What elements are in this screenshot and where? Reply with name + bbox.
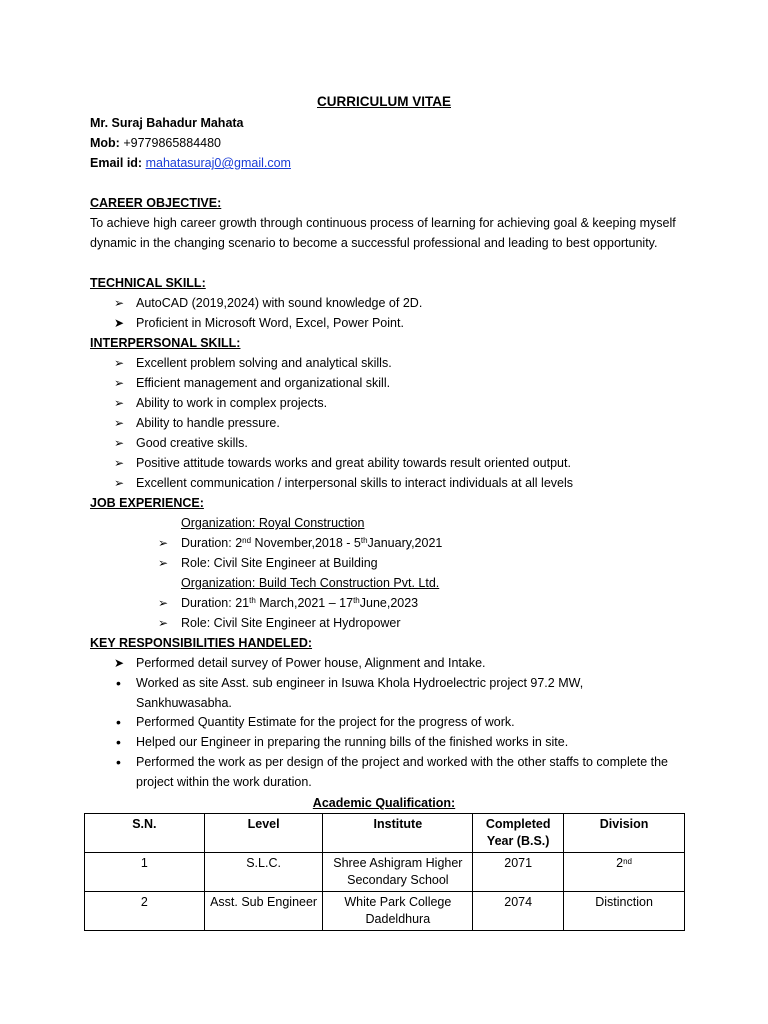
- responsibility-item: Performed detail survey of Power house, Alignment and Intake.: [136, 656, 486, 670]
- dot-bullet-icon: •: [116, 734, 121, 750]
- arrow-bullet-icon: ➤: [114, 656, 125, 670]
- responsibility-item: Worked as site Asst. sub engineer in Isuwa Khola Hydroelectric project 97.2 MW, Sankhuwasabha.: [136, 676, 584, 710]
- dot-bullet-icon: •: [116, 675, 121, 691]
- mobile-line: [90, 133, 221, 153]
- tech-item: Proficient in Microsoft Word, Excel, Power Point.: [136, 316, 404, 330]
- responsibilities-heading: KEY RESPONSIBILITIES HANDELED:: [90, 636, 313, 650]
- academic-table: [84, 813, 685, 931]
- dot-bullet-icon: •: [116, 754, 121, 770]
- job-duration: Duration: 2nd November,2018 - 5thJanuary,2021: [181, 536, 443, 550]
- arrow-bullet-icon: ➢: [114, 396, 125, 410]
- cell-division: Distinction: [564, 892, 685, 931]
- column-header-year: Completed Year (B.S.): [473, 814, 564, 853]
- table-row: [85, 892, 685, 931]
- tech-item: AutoCAD (2019,2024) with sound knowledge of 2D.: [136, 296, 423, 310]
- column-header-division: Division: [564, 814, 685, 853]
- job-heading: JOB EXPERIENCE:: [90, 496, 204, 510]
- dot-bullet-icon: •: [116, 714, 121, 730]
- interpersonal-item: Efficient management and organizational skill.: [136, 376, 391, 390]
- arrow-bullet-icon: ➢: [114, 296, 125, 310]
- job-role: Role: Civil Site Engineer at Hydropower: [181, 616, 401, 630]
- arrow-bullet-icon: ➢: [158, 556, 169, 570]
- career-text: To achieve high career growth through continuous process of learning for achieving goal & keeping myself dynamic in the changing scenario to become a successful professional and leading to best opportunity.: [90, 216, 676, 250]
- cell-level: Asst. Sub Engineer: [204, 892, 323, 931]
- interpersonal-item: Excellent communication / interpersonal skills to interact individuals at all levels: [136, 476, 574, 490]
- table-header-row: [85, 814, 685, 853]
- interpersonal-item: Ability to work in complex projects.: [136, 396, 328, 410]
- email-link[interactable]: mahatasuraj0@gmail.com: [145, 156, 291, 170]
- cell-division: 2nd: [564, 853, 685, 892]
- technical-heading: TECHNICAL SKILL:: [90, 276, 206, 290]
- applicant-name: Mr. Suraj Bahadur Mahata: [90, 116, 244, 130]
- arrow-bullet-icon: ➢: [158, 536, 169, 550]
- interpersonal-item: Excellent problem solving and analytical skills.: [136, 356, 392, 370]
- responsibility-item: Performed the work as per design of the project and worked with the other staffs to complete the project within the work duration.: [136, 755, 669, 789]
- email-label: Email id:: [90, 156, 143, 170]
- mobile-label: Mob:: [90, 136, 120, 150]
- column-header-institute: Institute: [323, 814, 473, 853]
- arrow-bullet-icon: ➢: [158, 616, 169, 630]
- interpersonal-heading: INTERPERSONAL SKILL:: [90, 336, 241, 350]
- cell-year: 2071: [473, 853, 564, 892]
- responsibility-item: Helped our Engineer in preparing the running bills of the finished works in site.: [136, 735, 569, 749]
- arrow-bullet-icon: ➢: [114, 416, 125, 430]
- arrow-bullet-icon: ➢: [114, 476, 125, 490]
- table-row: [85, 853, 685, 892]
- cell-sn: 2: [85, 892, 205, 931]
- job-duration: Duration: 21th March,2021 – 17thJune,2023: [181, 596, 419, 610]
- arrow-bullet-icon: ➤: [114, 316, 125, 330]
- cell-institute: Shree Ashigram Higher Secondary School: [323, 853, 473, 892]
- arrow-bullet-icon: ➢: [114, 436, 125, 450]
- interpersonal-item: Good creative skills.: [136, 436, 248, 450]
- career-heading: CAREER OBJECTIVE:: [90, 196, 222, 210]
- page-title: CURRICULUM VITAE: [317, 94, 451, 109]
- job-organization: Organization: Royal Construction: [181, 516, 365, 530]
- mobile-number: +9779865884480: [119, 136, 222, 150]
- academic-heading: Academic Qualification:: [312, 796, 456, 810]
- email-line: [90, 153, 291, 173]
- arrow-bullet-icon: ➢: [114, 456, 125, 470]
- column-header-sn: S.N.: [85, 814, 205, 853]
- job-organization: Organization: Build Tech Construction Pvt. Ltd.: [181, 576, 440, 590]
- arrow-bullet-icon: ➢: [114, 376, 125, 390]
- arrow-bullet-icon: ➢: [158, 596, 169, 610]
- responsibility-item: Performed Quantity Estimate for the project for the progress of work.: [136, 715, 515, 729]
- cell-year: 2074: [473, 892, 564, 931]
- cell-sn: 1: [85, 853, 205, 892]
- job-role: Role: Civil Site Engineer at Building: [181, 556, 378, 570]
- cell-institute: White Park College Dadeldhura: [323, 892, 473, 931]
- column-header-level: Level: [204, 814, 323, 853]
- arrow-bullet-icon: ➢: [114, 356, 125, 370]
- interpersonal-item: Ability to handle pressure.: [136, 416, 280, 430]
- cell-level: S.L.C.: [204, 853, 323, 892]
- interpersonal-item: Positive attitude towards works and great ability towards result oriented output.: [136, 456, 571, 470]
